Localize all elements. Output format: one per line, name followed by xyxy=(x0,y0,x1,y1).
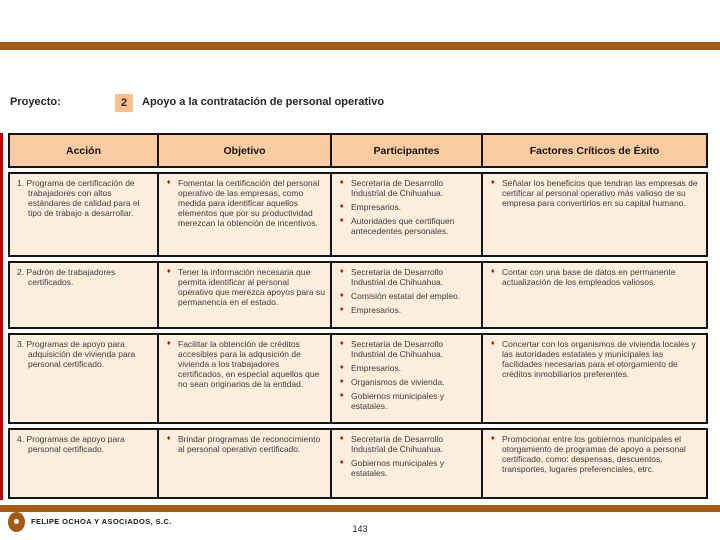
bullet-item xyxy=(337,391,476,411)
bullet-item xyxy=(337,434,476,454)
bullet-text: Empresarios. xyxy=(351,305,402,315)
diamond-bullet-icon: ♦ xyxy=(167,340,171,347)
diamond-bullet-icon: ♦ xyxy=(340,340,344,347)
bullet-text: Organismos de vivienda. xyxy=(351,377,445,387)
project-number-badge: 2 xyxy=(115,94,133,112)
participantes-list xyxy=(337,178,476,236)
bullet-text: Autoridades que certifiquen antecedentes personales. xyxy=(351,216,455,236)
bullet-text: Tener la información necesaria que permita identificar al personal operativo que merezca apoyos para su permanencia en el estado. xyxy=(178,267,325,307)
diamond-bullet-icon: ♦ xyxy=(340,459,344,466)
project-label: Proyecto: xyxy=(10,96,61,108)
bullet-item xyxy=(164,339,325,389)
cell-factores xyxy=(481,430,706,497)
bullet-item xyxy=(164,178,325,228)
cell-objetivo xyxy=(157,174,330,255)
diamond-bullet-icon: ♦ xyxy=(340,179,344,186)
footer-divider-bar xyxy=(0,505,720,512)
bullet-item xyxy=(337,178,476,198)
bullet-text: Secretaría de Desarrollo Industrial de Chihuahua. xyxy=(351,178,444,198)
diamond-bullet-icon: ♦ xyxy=(340,217,344,224)
bullet-item xyxy=(337,202,476,212)
cell-objetivo xyxy=(157,335,330,422)
table-row xyxy=(8,261,708,329)
accion-text: 2. Padrón de trabajadores certificados. xyxy=(17,267,116,287)
bullet-item xyxy=(337,216,476,236)
bullet-item xyxy=(337,339,476,359)
cell-objetivo xyxy=(157,263,330,327)
bullet-text: Concertar con los organismos de vivienda locales y las autoridades estatales y municipales las facilidades necesarias para el otorgamiento de créditos inmobiliarios preferentes. xyxy=(502,339,696,379)
bullet-text: Secretaría de Desarrollo Industrial de Chihuahua. xyxy=(351,339,444,359)
participantes-list xyxy=(337,339,476,411)
diamond-bullet-icon: ♦ xyxy=(340,306,344,313)
bullet-item xyxy=(337,267,476,287)
diamond-bullet-icon: ♦ xyxy=(491,435,495,442)
accion-text: 1. Programa de certificación de trabajadores con altos estándares de calidad para el tipo de trabajo a desarrollar. xyxy=(17,178,140,218)
column-header-objetivo: Objetivo xyxy=(157,135,330,166)
project-title: Apoyo a la contratación de personal operativo xyxy=(142,96,385,108)
diamond-bullet-icon: ♦ xyxy=(340,378,344,385)
diamond-bullet-icon: ♦ xyxy=(340,392,344,399)
column-header-accion: Acción xyxy=(65,144,101,157)
participantes-list xyxy=(337,434,476,478)
factores-list xyxy=(488,434,701,474)
bullet-item xyxy=(488,339,701,379)
diamond-bullet-icon: ♦ xyxy=(340,203,344,210)
bullet-item xyxy=(337,305,476,315)
bullet-text: Gobiernos municipales y estatales. xyxy=(351,391,445,411)
diamond-bullet-icon: ♦ xyxy=(491,179,495,186)
diamond-bullet-icon: ♦ xyxy=(167,179,171,186)
factores-list xyxy=(488,339,701,379)
bullet-text: Contar con una base de datos en permanente actualización de los empleados valiosos. xyxy=(502,267,676,287)
bullet-text: Fomentar la certificación del personal operativo de las empresas, como medida para identificar aquellos elementos que por su productividad merezcan la obtención de incentivos. xyxy=(178,178,320,228)
projects-table xyxy=(8,133,708,503)
cell-accion xyxy=(10,174,157,255)
diamond-bullet-icon: ♦ xyxy=(491,340,495,347)
bullet-item xyxy=(337,377,476,387)
bullet-item xyxy=(488,267,701,287)
factores-list xyxy=(488,267,701,287)
bullet-item xyxy=(337,291,476,301)
table-body xyxy=(8,172,708,499)
diamond-bullet-icon: ♦ xyxy=(167,268,171,275)
bullet-item xyxy=(488,178,701,208)
bullet-text: Comisión estatal del empleo. xyxy=(351,291,461,301)
cell-participantes xyxy=(330,430,481,497)
bullet-text: Gobiernos municipales y estatales. xyxy=(351,458,445,478)
bullet-text: Señalar los beneficios que tendran las empresas de certificar al personal operativo más valioso de su empresa para convertirlos en su capital humano. xyxy=(502,178,698,208)
column-header-factores: Factores Críticos de Éxito xyxy=(481,135,706,166)
objetivo-list xyxy=(164,434,325,454)
objetivo-list xyxy=(164,267,325,307)
bullet-text: Secretaría de Desarrollo Industrial de Chihuahua. xyxy=(351,267,444,287)
cell-factores xyxy=(481,174,706,255)
page-number: 143 xyxy=(352,524,368,534)
cell-participantes xyxy=(330,174,481,255)
cell-factores xyxy=(481,263,706,327)
bullet-text: Secretaría de Desarrollo Industrial de Chihuahua. xyxy=(351,434,444,454)
table-row xyxy=(8,428,708,499)
cell-accion xyxy=(10,430,157,497)
cell-participantes xyxy=(330,335,481,422)
bullet-text: Empresarios. xyxy=(351,202,402,212)
diamond-bullet-icon: ♦ xyxy=(340,435,344,442)
table-row xyxy=(8,172,708,257)
diamond-bullet-icon: ♦ xyxy=(167,435,171,442)
column-header-participantes: Participantes xyxy=(330,135,481,166)
diamond-bullet-icon: ♦ xyxy=(340,268,344,275)
factores-list xyxy=(488,178,701,208)
cell-accion xyxy=(10,335,157,422)
table-header-row xyxy=(8,133,708,168)
cell-objetivo xyxy=(157,430,330,497)
accion-text: 4. Programas de apoyo para personal certificado. xyxy=(17,434,125,454)
bullet-text: Brindar programas de reconocimiento al personal operativo certificado. xyxy=(178,434,321,454)
accion-text: 3. Programas de apoyo para adquisición de vivienda para personal certificado. xyxy=(17,339,136,369)
project-line xyxy=(10,94,710,114)
company-name: FELIPE OCHOA Y ASOCIADOS, S.C. xyxy=(31,517,172,526)
bullet-item xyxy=(337,458,476,478)
objetivo-list xyxy=(164,339,325,389)
table-row xyxy=(8,333,708,424)
cell-participantes xyxy=(330,263,481,327)
diamond-bullet-icon: ♦ xyxy=(340,364,344,371)
participantes-list xyxy=(337,267,476,315)
bullet-item xyxy=(164,434,325,454)
bullet-item xyxy=(337,363,476,373)
bullet-text: Promocionar entre los gobiernos municipales el otorgamiento de programas de apoyo a personal certificado, como: despensas, descuentos, transportes, lugares preferenciales, etrc. xyxy=(502,434,686,474)
bullet-text: Facilitar la obtención de créditos accesibles para la adqusición de vivienda a los trabajadores certificados, en especial aquellos que no sean originarios de la entidad. xyxy=(178,339,320,389)
top-divider-bar xyxy=(0,42,720,50)
cell-accion xyxy=(10,263,157,327)
left-accent-line xyxy=(0,133,3,500)
bullet-item xyxy=(164,267,325,307)
diamond-bullet-icon: ♦ xyxy=(340,292,344,299)
objetivo-list xyxy=(164,178,325,228)
diamond-bullet-icon: ♦ xyxy=(491,268,495,275)
bullet-item xyxy=(488,434,701,474)
bullet-text: Empresarios. xyxy=(351,363,402,373)
cell-factores xyxy=(481,335,706,422)
